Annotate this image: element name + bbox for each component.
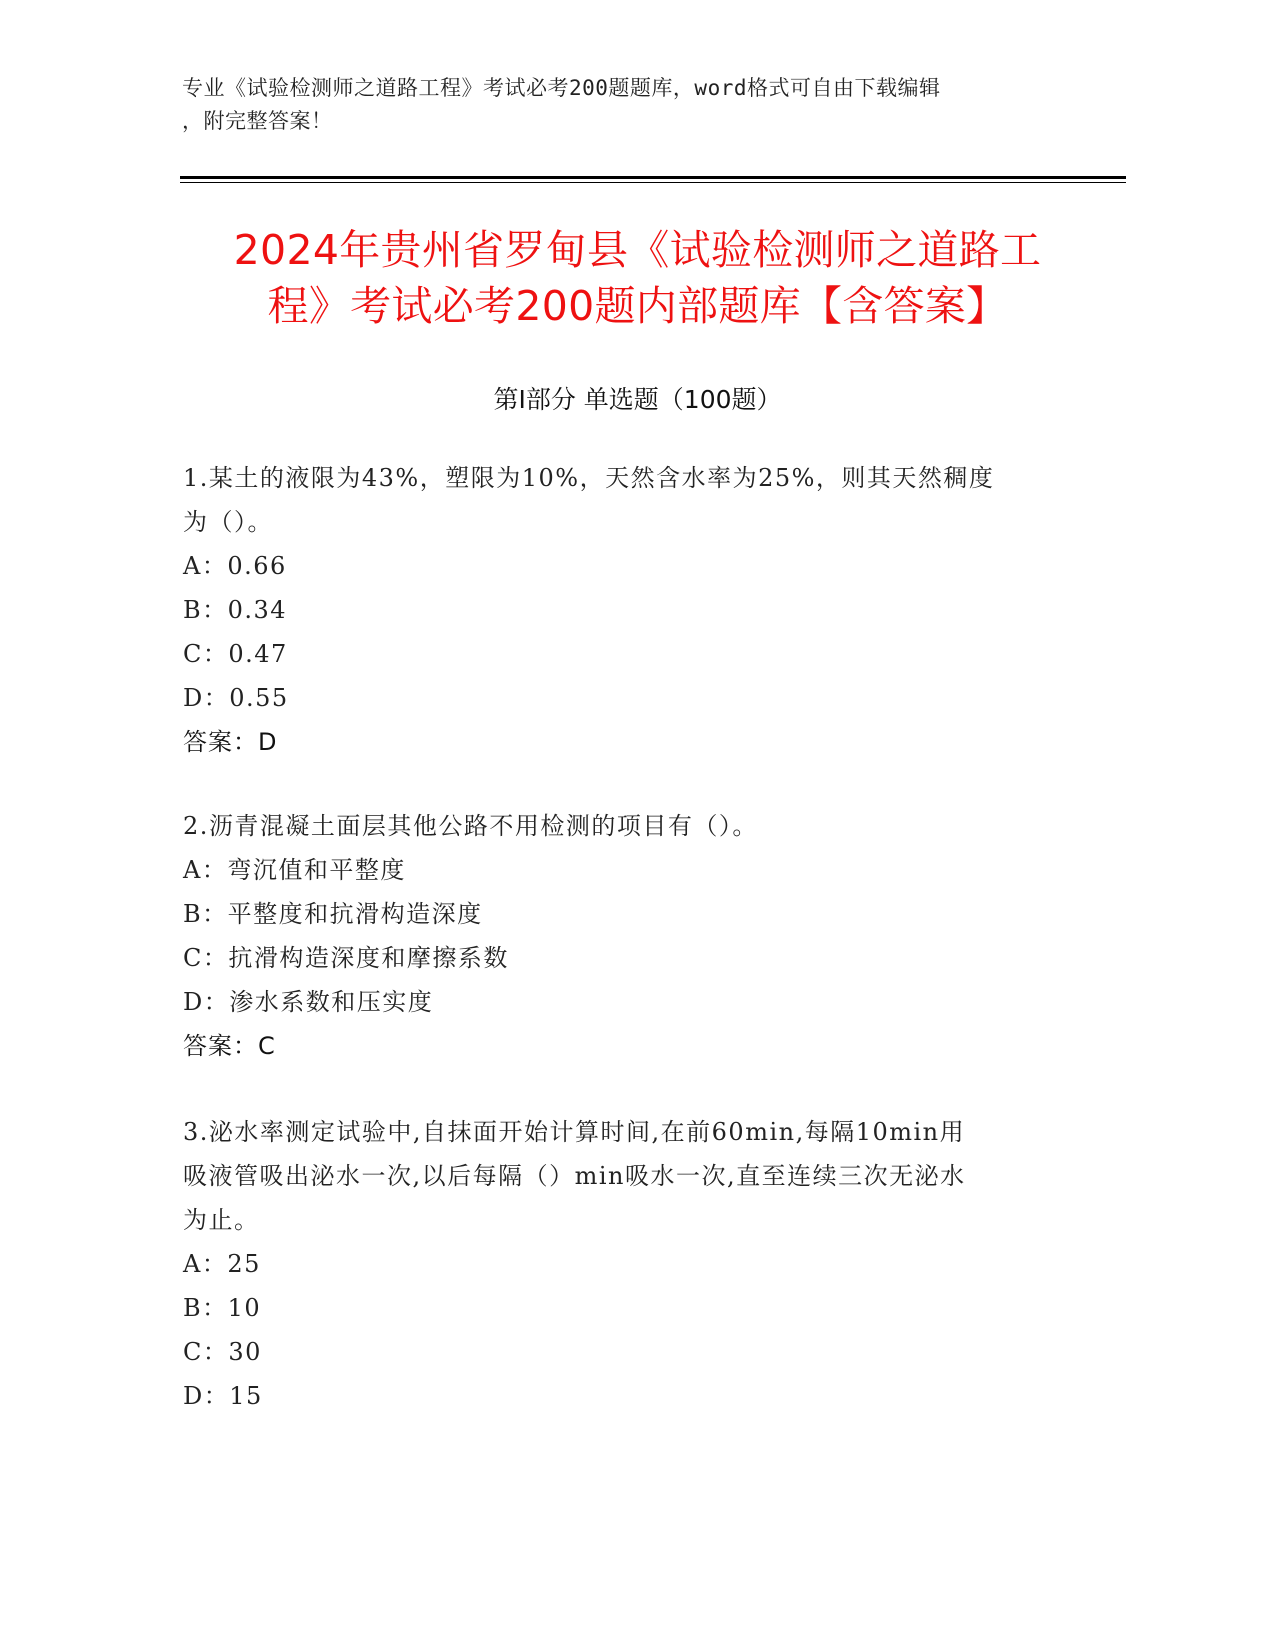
header-divider-thick [180, 176, 1126, 179]
option-b: B：0.34 [183, 596, 288, 624]
header-note-line-1: 专业《试验检测师之道路工程》考试必考200题题库，word格式可自由下载编辑 [182, 76, 941, 100]
option-c: C：30 [183, 1338, 262, 1366]
question-stem-line: 吸液管吸出泌水一次,以后每隔（）min吸水一次,直至连续三次无泌水 [183, 1162, 966, 1190]
header-divider-thin [180, 182, 1126, 183]
question-stem-line: 为止。 [183, 1206, 260, 1234]
document-title-line-2: 程》考试必考200题内部题库【含答案】 [267, 282, 1008, 330]
option-d: D：15 [183, 1382, 263, 1410]
question-1 [183, 456, 1073, 764]
question-stem-line: 2.沥青混凝土面层其他公路不用检测的项目有（）。 [183, 812, 758, 840]
option-a: A：0.66 [183, 552, 287, 580]
question-stem-line: 为（）。 [183, 508, 273, 536]
option-a: A：25 [183, 1250, 261, 1278]
header-note [182, 72, 1062, 138]
section-heading: 第Ⅰ部分 单选题（100题） [493, 385, 782, 414]
option-d: D：渗水系数和压实度 [183, 988, 434, 1016]
header-note-line-2: ，附完整答案！ [182, 109, 333, 133]
option-c: C：抗滑构造深度和摩擦系数 [183, 944, 509, 972]
answer-label: 答案：D [183, 728, 278, 756]
question-stem-line: 3.泌水率测定试验中,自抹面开始计算时间,在前60min,每隔10min用 [183, 1118, 966, 1146]
option-b: B：10 [183, 1294, 262, 1322]
question-stem-line: 1.某土的液限为43%，塑限为10%，天然含水率为25%，则其天然稠度 [183, 464, 995, 492]
document-title [180, 222, 1095, 334]
question-2 [183, 804, 1073, 1068]
option-d: D：0.55 [183, 684, 289, 712]
option-b: B：平整度和抗滑构造深度 [183, 900, 483, 928]
document-title-line-1: 2024年贵州省罗甸县《试验检测师之道路工 [233, 226, 1042, 274]
option-a: A：弯沉值和平整度 [183, 856, 406, 884]
option-c: C：0.47 [183, 640, 288, 668]
answer-label: 答案：C [183, 1032, 276, 1060]
question-3 [183, 1110, 1073, 1418]
